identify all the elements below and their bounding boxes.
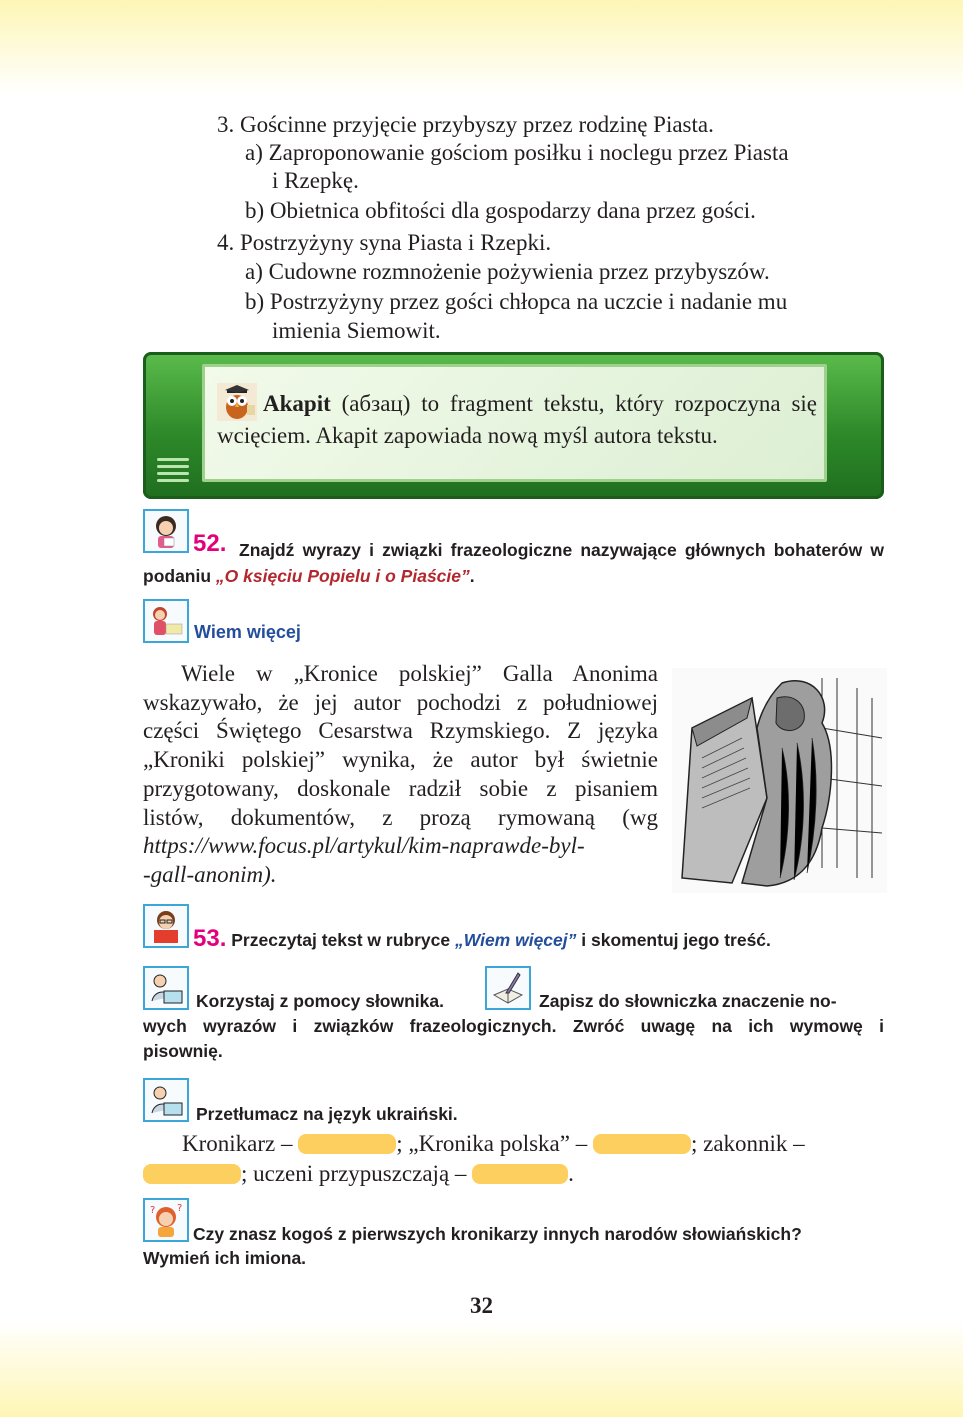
paragraph-line: Wiele w „Kronice polskiej” Galla Anonima [181, 661, 658, 686]
outline-point-3: 3. Gościnne przyjęcie przybyszy przez rodzinę Piasta. [217, 112, 714, 137]
translator-icon [143, 1078, 189, 1122]
dictionary-line1b: Zapisz do słowniczka znaczenie no- [539, 991, 837, 1011]
quill-book-icon [485, 966, 531, 1010]
source-link-line2: -gall-anonim). [143, 861, 277, 887]
translate-row2 [143, 1160, 574, 1188]
outline-point-3a-cont: i Rzepkę. [272, 168, 359, 193]
question-line2: Wymień ich imiona. [143, 1248, 307, 1268]
definition-panel [202, 364, 827, 482]
answer-blank-4[interactable] [472, 1164, 568, 1184]
outline-point-4a: a) Cudowne rozmnożenie pożywienia przez przybyszów. [245, 259, 770, 284]
answer-blank-2[interactable] [593, 1134, 691, 1154]
answer-blank-1[interactable] [298, 1134, 396, 1154]
reading-girl-icon [143, 599, 189, 643]
word-kronikarz: Kronikarz – [182, 1131, 293, 1156]
task-53 [193, 925, 771, 953]
question-line1: Czy znasz kogoś z pierwszych kronikarzy innych narodów słowiańskich? [193, 1224, 802, 1244]
outline-point-3b: b) Obietnica obfitości dla gospodarzy dana przez gości. [245, 198, 756, 223]
paragraph-line: wskazywało, że jej autor pochodzi z południowej [143, 689, 658, 715]
word-kronika-polska: ; „Kronika polska” – [396, 1131, 588, 1156]
outline-point-4b: b) Postrzyżyny przez gości chłopca na uczcie i nadanie mu [245, 289, 788, 314]
task-53-instruction-end: i skomentuj jego treść. [576, 930, 771, 950]
definition-board [143, 352, 884, 499]
dictionary-user-icon [143, 966, 189, 1010]
board-decoration [157, 458, 189, 486]
task-52-instruction: Znajdź wyrazy i związki frazeologiczne nazywające głównych bohaterów w podaniu [143, 540, 884, 586]
paragraph-line: listów, dokumentów, z prozą rymowaną (wg [143, 804, 658, 830]
word-zakonnik: ; zakonnik – [690, 1131, 805, 1156]
monk-writing-illustration [672, 668, 887, 893]
task-52-text [143, 537, 884, 589]
definition-body: (абзац) to fragment tekstu, który rozpoczyna się wcięciem. Akapit zapowiada nową myśl autora tekstu. [217, 391, 817, 448]
task-52-number: 52. [193, 530, 227, 557]
owl-icon [217, 383, 257, 421]
paragraph-line: przygotowany, doskonale radził sobie z pisaniem [143, 775, 658, 801]
task-53-title: „Wiem więcej” [454, 930, 577, 950]
dictionary-line2: wych wyrazów i związków frazeologicznych. Zwróć uwagę na ich wymowę i [143, 1016, 884, 1036]
svg-text:?: ? [177, 1203, 183, 1214]
translate-end: . [568, 1161, 574, 1186]
translate-row1 [182, 1130, 805, 1158]
source-link-line1: https://www.focus.pl/artykul/kim-naprawde-byl- [143, 833, 585, 859]
outline-point-4: 4. Postrzyżyny syna Piasta i Rzepki. [217, 230, 552, 255]
outline-point-3a: a) Zaproponowanie gościom posiłku i noclegu przez Piasta [245, 140, 789, 165]
task-52-end: . [469, 566, 475, 586]
dictionary-line3: pisownię. [143, 1041, 223, 1061]
svg-text:?: ? [150, 1205, 156, 1216]
outline-point-4b-cont: imienia Siemowit. [272, 318, 441, 343]
wiem-wiecej-paragraph [143, 660, 658, 890]
wiem-wiecej-heading: Wiem więcej [194, 622, 301, 642]
boy-reading-icon [143, 904, 189, 948]
thinking-girl-icon [143, 1198, 189, 1242]
word-uczeni: ; uczeni przypuszczają – [241, 1161, 467, 1186]
answer-blank-3[interactable] [143, 1164, 241, 1184]
page-number: 32 [470, 1293, 493, 1318]
paragraph-line: „Kroniki polskiej” wynika, że autor był świetnie [143, 747, 658, 773]
task-53-instruction: Przeczytaj tekst w rubryce [231, 930, 455, 950]
task-52-title: „O księciu Popielu i o Piaście” [215, 566, 470, 586]
translate-instruction: Przetłumacz na język ukraiński. [196, 1104, 458, 1124]
dictionary-line1a: Korzystaj z pomocy słownika. [196, 991, 444, 1011]
definition-term: Akapit [263, 391, 331, 416]
paragraph-line: części Świętego Cesarstwa Rzymskiego. Z języka [143, 718, 658, 744]
task-53-number: 53. [193, 925, 227, 952]
definition-text [217, 383, 817, 451]
